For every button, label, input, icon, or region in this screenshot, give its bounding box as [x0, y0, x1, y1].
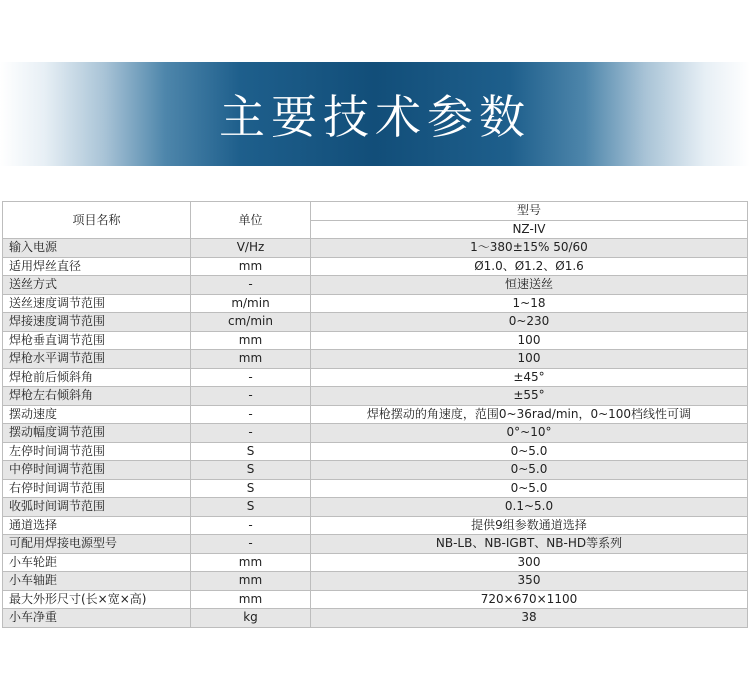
cell-unit: S	[191, 479, 311, 498]
cell-value: 提供9组参数通道选择	[311, 516, 748, 535]
cell-item-name: 焊接速度调节范围	[3, 313, 191, 332]
cell-unit: mm	[191, 257, 311, 276]
cell-value: 恒速送丝	[311, 276, 748, 295]
cell-item-name: 焊枪左右倾斜角	[3, 387, 191, 406]
cell-item-name: 送丝速度调节范围	[3, 294, 191, 313]
table-row	[3, 257, 748, 276]
table-row	[3, 294, 748, 313]
table-row	[3, 239, 748, 258]
header-model: 型号	[311, 202, 748, 221]
cell-value: 焊枪摆动的角速度，范围0~36rad/min，0~100档线性可调	[311, 405, 748, 424]
cell-item-name: 输入电源	[3, 239, 191, 258]
cell-unit: kg	[191, 609, 311, 628]
cell-unit: S	[191, 461, 311, 480]
cell-value: 300	[311, 553, 748, 572]
cell-item-name: 摆动速度	[3, 405, 191, 424]
cell-item-name: 焊枪水平调节范围	[3, 350, 191, 369]
cell-unit: S	[191, 442, 311, 461]
cell-item-name: 小车轮距	[3, 553, 191, 572]
table-row	[3, 405, 748, 424]
title-banner	[0, 62, 750, 166]
table-row	[3, 516, 748, 535]
cell-value: 1～380±15% 50/60	[311, 239, 748, 258]
cell-unit: -	[191, 368, 311, 387]
table-row	[3, 572, 748, 591]
cell-unit: mm	[191, 350, 311, 369]
cell-value: 100	[311, 350, 748, 369]
header-item-name: 项目名称	[3, 202, 191, 239]
cell-value: 0.1~5.0	[311, 498, 748, 517]
table-row	[3, 479, 748, 498]
cell-value: 350	[311, 572, 748, 591]
cell-unit: mm	[191, 572, 311, 591]
header-unit: 单位	[191, 202, 311, 239]
table-row	[3, 553, 748, 572]
table-row	[3, 331, 748, 350]
table-row	[3, 368, 748, 387]
cell-value: 0~5.0	[311, 461, 748, 480]
cell-unit: S	[191, 498, 311, 517]
table-row	[3, 424, 748, 443]
cell-unit: -	[191, 405, 311, 424]
cell-item-name: 最大外形尺寸(长×宽×高)	[3, 590, 191, 609]
cell-unit: mm	[191, 590, 311, 609]
cell-item-name: 收弧时间调节范围	[3, 498, 191, 517]
cell-item-name: 焊枪前后倾斜角	[3, 368, 191, 387]
cell-item-name: 适用焊丝直径	[3, 257, 191, 276]
cell-unit: V/Hz	[191, 239, 311, 258]
cell-value: 38	[311, 609, 748, 628]
cell-value: 0~230	[311, 313, 748, 332]
table-row	[3, 387, 748, 406]
cell-item-name: 摆动幅度调节范围	[3, 424, 191, 443]
cell-unit: -	[191, 516, 311, 535]
table-row	[3, 609, 748, 628]
cell-unit: -	[191, 424, 311, 443]
cell-value: 0~5.0	[311, 479, 748, 498]
spec-table	[2, 201, 748, 628]
cell-unit: m/min	[191, 294, 311, 313]
cell-item-name: 通道选择	[3, 516, 191, 535]
cell-value: Ø1.0、Ø1.2、Ø1.6	[311, 257, 748, 276]
cell-unit: -	[191, 387, 311, 406]
cell-value: 100	[311, 331, 748, 350]
cell-item-name: 焊枪垂直调节范围	[3, 331, 191, 350]
cell-value: ±55°	[311, 387, 748, 406]
cell-item-name: 中停时间调节范围	[3, 461, 191, 480]
cell-item-name: 送丝方式	[3, 276, 191, 295]
cell-item-name: 可配用焊接电源型号	[3, 535, 191, 554]
cell-value: 1~18	[311, 294, 748, 313]
table-row	[3, 276, 748, 295]
cell-unit: mm	[191, 331, 311, 350]
cell-unit: -	[191, 276, 311, 295]
cell-value: ±45°	[311, 368, 748, 387]
page-title: 主要技术参数	[219, 90, 531, 144]
cell-value: NB-LB、NB-IGBT、NB-HD等系列	[311, 535, 748, 554]
table-row	[3, 498, 748, 517]
table-row	[3, 590, 748, 609]
cell-value: 0~5.0	[311, 442, 748, 461]
table-header-row	[3, 202, 748, 221]
cell-item-name: 小车轴距	[3, 572, 191, 591]
cell-item-name: 左停时间调节范围	[3, 442, 191, 461]
cell-item-name: 小车净重	[3, 609, 191, 628]
table-row	[3, 442, 748, 461]
table-row	[3, 350, 748, 369]
cell-value: 720×670×1100	[311, 590, 748, 609]
table-row	[3, 461, 748, 480]
cell-unit: cm/min	[191, 313, 311, 332]
cell-item-name: 右停时间调节范围	[3, 479, 191, 498]
table-row	[3, 535, 748, 554]
cell-unit: -	[191, 535, 311, 554]
cell-unit: mm	[191, 553, 311, 572]
header-model-number: NZ-IV	[311, 220, 748, 239]
table-row	[3, 313, 748, 332]
cell-value: 0°~10°	[311, 424, 748, 443]
